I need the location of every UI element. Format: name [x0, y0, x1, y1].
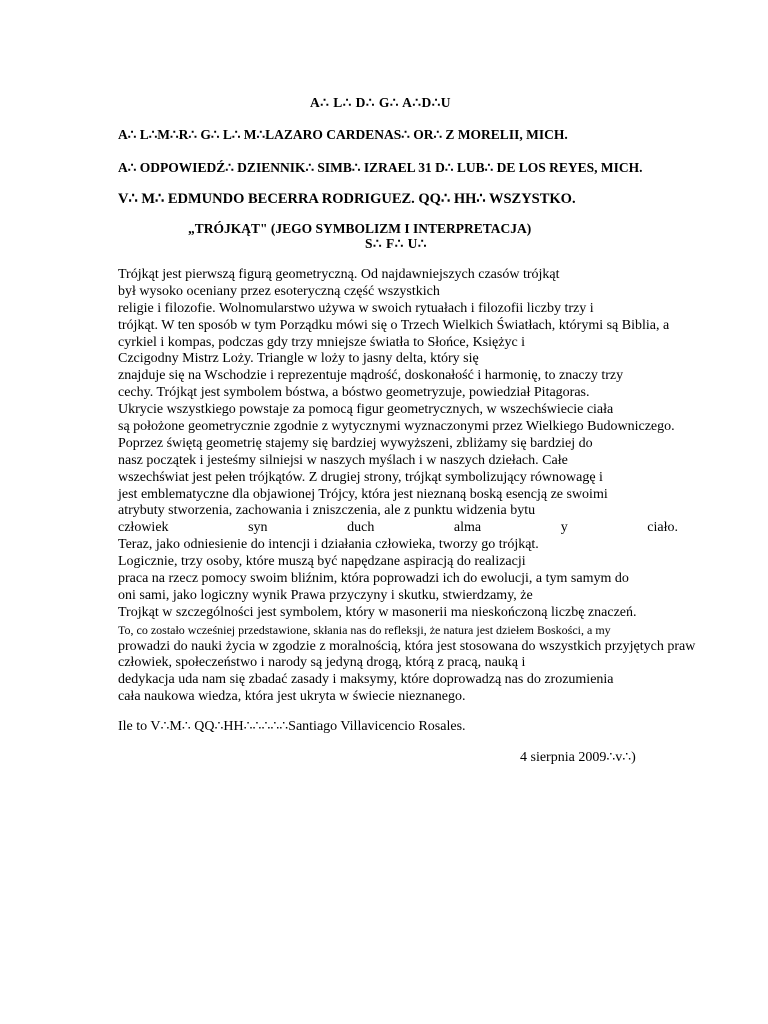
body-text: [118, 267, 740, 706]
body-line: znajduje się na Wschodzie i reprezentuje mądrość, doskonałość i harmonię, to znaczy trzy: [118, 368, 624, 384]
header-line-4: V∴ M∴ EDMUNDO BECERRA RODRIGUEZ. QQ∴ HH∴ WSZYSTKO.: [118, 191, 576, 207]
body-line: jest emblematyczne dla objawionej Trójcy, która jest nieznaną boską esencją ze swoimi: [118, 486, 608, 502]
header-line-3: A∴ ODPOWIEDŹ∴ DZIENNIK∴ SIMB∴ IZRAEL 31 D∴ LUB∴ DE LOS REYES, MICH.: [118, 160, 643, 175]
body-line: cyrkiel i kompas, podczas gdy trzy mniejsze światła to Słońce, Księżyc i: [118, 334, 526, 350]
body-line: Ukrycie wszystkiego powstaje za pomocą figur geometrycznych, w wszechświecie ciała: [118, 402, 614, 418]
body-line: cała naukowa wiedza, która jest ukryta w świecie nieznanego.: [118, 689, 466, 705]
body-line: cechy. Trójkąt jest symbolem bóstwa, a bóstwo geometryzuje, powiedział Pitagoras.: [118, 385, 590, 401]
document-subtitle: S∴ F∴ U∴: [365, 236, 428, 251]
body-line: nasz początek i jesteśmy silniejsi w naszych myślach i w naszych dziełach. Całe: [118, 452, 568, 468]
body-line: religie i filozofie. Wolnomularstwo używa w swoich rytuałach i filozofii liczby trzy i: [118, 300, 594, 316]
body-line: To, co zostało wcześniej przedstawione, skłania nas do refleksji, że natura jest dziełem Boskości, a my: [118, 622, 611, 637]
header-line-2: A∴ L∴M∴R∴ G∴ L∴ M∴LAZARO CARDENAS∴ OR∴ Z MORELII, MICH.: [118, 127, 568, 142]
body-line: prowadzi do nauki życia w zgodzie z moralnością, która jest stosowana do wszystkich przyjętych praw: [118, 638, 696, 654]
body-line: Teraz, jako odniesienie do intencji i działania człowieka, tworzy go trójkąt.: [118, 537, 539, 553]
document-title: „TRÓJKĄT" (JEGO SYMBOLIZM I INTERPRETACJA): [188, 221, 532, 236]
body-line: dedykacja uda nam się zbadać zasady i maksymy, które doprowadzą nas do zrozumienia: [118, 672, 614, 688]
body-line: człowiek syn duch alma y ciało.: [118, 520, 678, 536]
body-line: oni sami, jako logiczny wynik Prawa przyczyny i skutku, stwierdzamy, że: [118, 587, 533, 603]
body-line: człowiek, społeczeństwo i narody są jedyną drogą, którą z pracą, nauką i: [118, 655, 526, 671]
header-line-1: A∴ L∴ D∴ G∴ A∴D∴U: [310, 95, 452, 110]
body-line: trójkąt. W ten sposób w tym Porządku mówi się o Trzech Wielkich Światłach, którymi są Biblia, a: [118, 317, 670, 333]
body-line: praca na rzecz pomocy swoim bliźnim, która poprowadzi ich do ewolucji, a tym samym do: [118, 571, 629, 587]
body-line: Poprzez świętą geometrię stajemy się bardziej wywyższeni, zbliżamy się bardziej do: [118, 435, 593, 451]
body-line: Trojkąt w szczególności jest symbolem, który w masonerii ma nieskończoną liczbę znaczeń.: [118, 604, 637, 620]
body-line: są położone geometrycznie zgodnie z wytycznymi wyznaczonymi przez Wielkiego Budowniczego.: [118, 419, 675, 435]
date-line: 4 sierpnia 2009∴v∴): [520, 750, 636, 765]
body-line: był wysoko oceniany przez esoteryczną część wszystkich: [118, 283, 440, 299]
body-line: Logicznie, trzy osoby, które muszą być napędzane aspiracją do realizacji: [118, 554, 526, 570]
body-line: atrybuty stworzenia, zachowania i zniszczenia, ale z punktu widzenia bytu: [118, 503, 536, 519]
body-line: wszechświat jest pełen trójkątów. Z drugiej strony, trójkąt symbolizujący równowagę i: [118, 469, 603, 485]
body-line: Trójkąt jest pierwszą figurą geometryczną. Od najdawniejszych czasów trójkąt: [118, 267, 560, 282]
signature-line: Ile to V∴M∴ QQ∴HH∴∴∴∴∴Santiago Villavicencio Rosales.: [118, 719, 466, 734]
body-line: Czcigodny Mistrz Loży. Triangle w loży to jasny delta, który się: [118, 351, 479, 367]
